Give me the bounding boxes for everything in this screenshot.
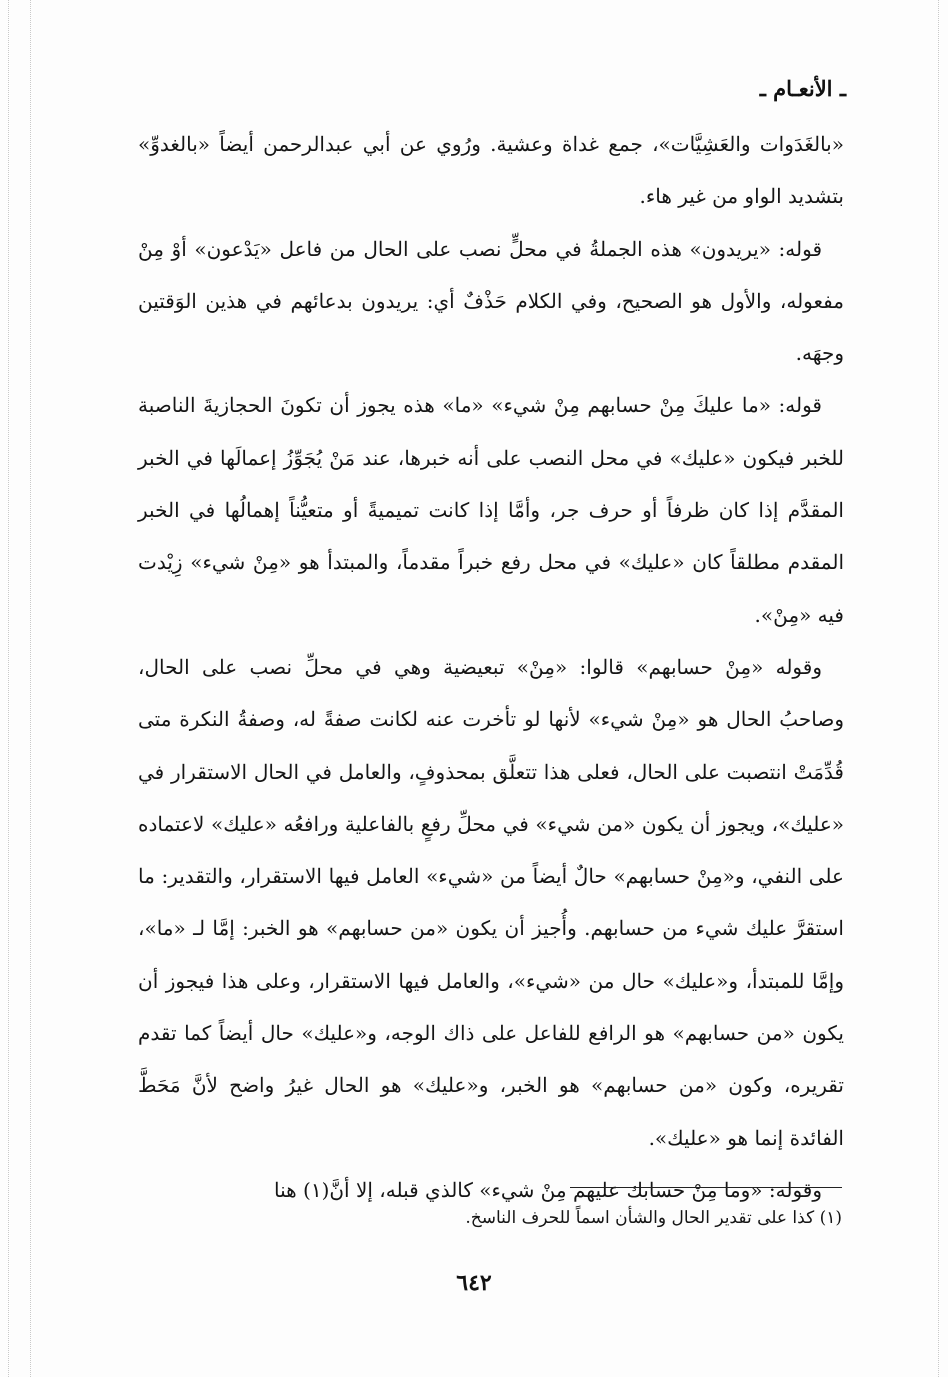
paragraph-3: قوله: «ما عليكَ مِنْ حسابهم مِنْ شيء» «ما» هذه يجوز أن تكونَ الحجازيةَ الناصبة للخبر فيكون «عليك» في محل النصب على أنه خبرها، عند مَنْ يُجَوِّزُ إعمالَها في الخبر المقدَّم إذا كان ظرفاً أو حرف جر، وأمَّا إذا كانت تميميةً أو متعيُّناً إهمالُها في الخبر المقدم مطلقاً كان «عليك» في محل رفع خبراً مقدماً، والمبتدأ هو «مِنْ شيء» زِيْدت فيه «مِنْ». (138, 393, 844, 627)
running-header-title: ـ الأنعـام ـ (759, 76, 846, 101)
scan-edge-line-right (938, 0, 939, 1377)
paragraph-4: وقوله «مِنْ حسابهم» قالوا: «مِنْ» تبعيضية وهي في محلِّ نصب على الحال، وصاحبُ الحال هو «مِنْ شيء» لأنها لو تأخرت عنه لكانت صفةً له، وصفةُ النكرة متى قُدِّمَتْ انتصبت على الحال، فعلى هذا تتعلَّق بمحذوفٍ، والعامل في الحال الاستقرار في «عليك»، ويجوز أن يكون «من شيء» في محلِّ رفعٍ بالفاعلية ورافعُه «عليك» لاعتماده على النفي، و«مِنْ حسابهم» حالٌ أيضاً من «شيء» العامل فيها الاستقرار، والتقدير: ما استقرَّ عليك شيء من حسابهم. وأُجيز أن يكون «من حسابهم» هو الخبر: إمَّا لـ «ما»، وإمَّا للمبتدأ، و«عليك» حال من «شيء»، والعامل فيها الاستقرار، وعلى هذا فيجوز أن يكون «من حسابهم» هو الرافع للفاعل على ذاك الوجه، و«عليك» حال أيضاً كما تقدم تقريره، وكون «من حسابهم» هو الخبر، و«عليك» هو الحال غيرُ واضح لأنَّ مَحَطَّ الفائدة إنما هو «عليك». (138, 654, 844, 1150)
footnote-separator (570, 1187, 842, 1188)
page-number: ٦٤٢ (456, 1270, 492, 1296)
scan-edge-line-left (8, 0, 9, 1377)
main-text-block (138, 118, 844, 1216)
paragraph-2: قوله: «يريدون» هذه الجملةُ في محلٍّ نصب على الحال من فاعل «يَدْعون» أوْ مِنْ مفعوله، والأول هو الصحيح، وفي الكلام حَذْفٌ أي: يريدون بدعائهم في هذين الوَقتين وجهَه. (138, 236, 844, 366)
footnote: (١) كذا على تقدير الحال والشأن اسماً للحرف الناسخ. (465, 1208, 842, 1228)
paragraph-1: «بالغَدَوات والعَشِيَّات»، جمع غداة وعشية. ورُوي عن أبي عبدالرحمن أيضاً «بالغدوِّ» بتشديد الواو من غير هاء. (138, 132, 844, 209)
paragraph-5: وقوله: «وما مِنْ حسابك عليهم مِنْ شيء» كالذي قبله، إلا أنَّ(١) هنا (273, 1177, 822, 1202)
scan-edge-line-left-inner (30, 0, 31, 1377)
